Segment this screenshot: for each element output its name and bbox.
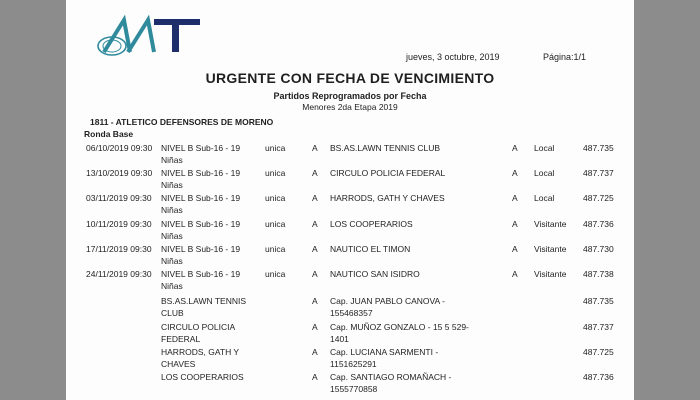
captain-code: 487.737 [583,322,614,332]
captain-contact: Cap. JUAN PABLO CANOVA - 155468357 [330,296,445,318]
match-opponent: NAUTICO EL TIMON [330,244,411,254]
captain-a: A [312,347,318,357]
match-venue: Local [534,168,555,178]
report-subtitle: Partidos Reprogramados por Fecha [273,91,427,101]
match-datetime: 03/11/2019 09:30 [86,193,152,203]
match-a1: A [312,168,318,178]
match-opponent: CIRCULO POLICIA FEDERAL [330,168,446,178]
match-code: 487.735 [583,143,614,153]
match-type: unica [265,168,286,178]
captain-a: A [312,296,318,306]
tournament-name: Menores 2da Etapa 2019 [302,102,398,112]
captain-row [66,346,634,370]
captain-code: 487.736 [583,372,614,382]
match-a1: A [312,244,318,254]
match-a2: A [512,269,518,279]
match-a2: A [512,193,518,203]
match-category: NIVEL B Sub-16 - 19 Niñas [161,219,241,241]
match-row [66,192,634,214]
captain-row [66,371,634,395]
match-a1: A [312,143,318,153]
match-venue: Local [534,193,555,203]
match-code: 487.736 [583,219,614,229]
captain-contact: Cap. LUCIANA SARMENTI - 1151625291 [330,347,439,369]
match-datetime: 10/11/2019 09:30 [86,219,152,229]
match-type: unica [265,193,286,203]
match-type: unica [265,244,286,254]
match-code: 487.725 [583,193,614,203]
match-opponent: HARRODS, GATH Y CHAVES [330,193,445,203]
match-datetime: 06/10/2019 09:30 [86,143,153,153]
captain-row [66,321,634,345]
captain-a: A [312,372,318,382]
match-category: NIVEL B Sub-16 - 19 Niñas [161,193,241,215]
match-row [66,268,634,290]
document-page [66,0,634,400]
match-row [66,167,634,189]
captain-contact: Cap. MUÑOZ GONZALO - 15 5 529-1401 [330,322,469,344]
captain-a: A [312,322,318,332]
round-label: Ronda Base [84,129,134,139]
match-a1: A [312,219,318,229]
match-category: NIVEL B Sub-16 - 19 Niñas [161,143,241,165]
match-venue: Visitante [534,244,567,254]
match-type: unica [265,269,286,279]
captain-code: 487.725 [583,347,614,357]
match-row [66,218,634,240]
captain-club: LOS COOPERARIOS [161,372,244,382]
match-a2: A [512,244,518,254]
match-category: NIVEL B Sub-16 - 19 Niñas [161,168,241,190]
report-title: URGENTE CON FECHA DE VENCIMIENTO [205,70,495,86]
captain-club: BS.AS.LAWN TENNIS CLUB [161,296,247,318]
match-row [66,142,634,164]
match-a1: A [312,269,318,279]
club-header: 1811 - ATLETICO DEFENSORES DE MORENO [90,117,274,127]
match-a2: A [512,219,518,229]
captain-club: HARRODS, GATH Y CHAVES [161,347,239,369]
match-opponent: BS.AS.LAWN TENNIS CLUB [330,143,441,153]
match-code: 487.738 [583,269,614,279]
match-opponent: LOS COOPERARIOS [330,219,413,229]
captain-contact: Cap. SANTIAGO ROMAÑACH - 1555770858 [330,372,452,394]
match-code: 487.737 [583,168,614,178]
captain-club: CIRCULO POLICIA FEDERAL [161,322,235,344]
captain-code: 487.735 [583,296,614,306]
match-opponent: NAUTICO SAN ISIDRO [330,269,420,279]
page-number: Página:1/1 [543,52,587,62]
match-type: unica [265,143,286,153]
match-datetime: 13/10/2019 09:30 [86,168,153,178]
match-venue: Visitante [534,269,567,279]
match-type: unica [265,219,286,229]
match-a1: A [312,193,318,203]
match-category: NIVEL B Sub-16 - 19 Niñas [161,269,241,291]
report-date: jueves, 3 octubre, 2019 [406,52,500,62]
match-a2: A [512,143,518,153]
captain-row [66,295,634,319]
match-venue: Visitante [534,219,567,229]
match-row [66,243,634,265]
match-datetime: 24/11/2019 09:30 [86,269,152,279]
match-code: 487.730 [583,244,614,254]
match-venue: Local [534,143,555,153]
match-category: NIVEL B Sub-16 - 19 Niñas [161,244,241,266]
aat-logo [94,14,206,58]
match-datetime: 17/11/2019 09:30 [86,244,152,254]
match-a2: A [512,168,518,178]
